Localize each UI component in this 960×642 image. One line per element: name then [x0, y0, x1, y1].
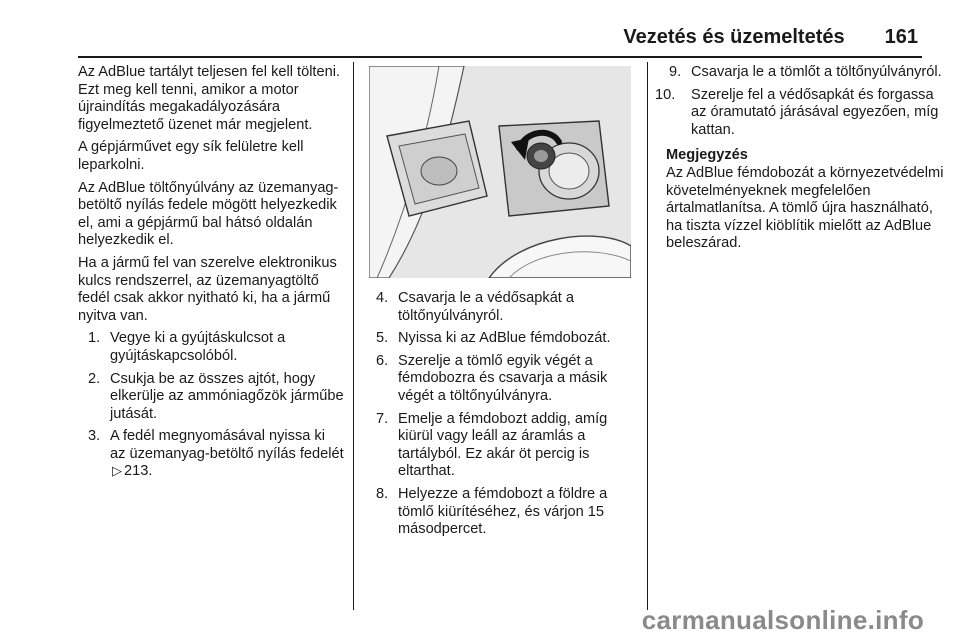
page-reference-link[interactable]: 213.: [124, 463, 153, 480]
note-block: [655, 147, 951, 253]
column-left: [78, 64, 344, 486]
list-item: [376, 411, 638, 481]
fuel-flap-illustration: [369, 66, 631, 278]
step-number: 3.: [88, 428, 101, 445]
step-list: [88, 330, 344, 481]
step-text: Helyezze a fémdobozt a földre a tömlő kiürítéséhez, és várjon 15 másodpercet.: [398, 485, 608, 538]
step-list: [376, 290, 638, 539]
step-text: Szerelje a tömlő egyik végét a fémdobozra és csavarja a másik végét a töltőnyúlványra.: [398, 352, 608, 404]
step-text: Csukja be az összes ajtót, hogy elkerülje az ammóniagőzök járműbe jutását.: [110, 370, 344, 422]
step-text: Csavarja le a tömlőt a töltőnyúlványról.: [691, 64, 942, 80]
page-reference-arrow-icon[interactable]: ▷: [112, 464, 122, 480]
list-item: [88, 428, 344, 481]
list-item: [376, 353, 638, 406]
step-number: 9.: [669, 64, 682, 80]
paragraph: A gépjárművet egy sík felületre kell leparkolni.: [78, 139, 304, 173]
list-item: [376, 486, 638, 539]
step-number: 4.: [376, 290, 389, 306]
note-title: Megjegyzés: [666, 147, 748, 164]
fuel-flap-drawing: [369, 66, 631, 278]
list-item: [655, 87, 951, 140]
step-text: Nyissa ki az AdBlue fémdobozát.: [398, 330, 611, 347]
step-number: 8.: [376, 485, 389, 502]
page-number: 161: [884, 26, 918, 48]
page-header: [623, 26, 918, 52]
step-text: Szerelje fel a védősapkát és forgassa az óramutató járásával egyezően, míg kattan.: [691, 86, 939, 138]
list-item: [88, 371, 344, 424]
paragraph: Az AdBlue tartályt teljesen fel kell tölteni. Ezt meg kell tenni, amikor a motor újraindítás megakadályozására figyelmeztető üzenet már megjelent.: [78, 64, 341, 133]
step-number: 5.: [376, 330, 389, 347]
step-text: Csavarja le a védősapkát a töltőnyúlványról.: [398, 290, 575, 324]
step-number: 2.: [88, 370, 101, 387]
column-divider-right: [647, 62, 648, 610]
watermark: carmanualsonline.info: [641, 605, 924, 635]
note-text: Az AdBlue fémdobozát a környezetvédelmi követelményeknek megfelelően ártalmatlanítsa. A tömlő újra használható, ha tiszta vízzel kiöblítik mielőtt az AdBlue beleszárad.: [666, 164, 944, 252]
list-item: [376, 330, 638, 348]
step-number: 10.: [655, 86, 676, 103]
header-rule: [78, 56, 922, 58]
step-number: 7.: [376, 410, 389, 427]
paragraph: Ha a jármű fel van szerelve elektronikus kulcs rendszerrel, az üzemanyagtöltő fedél csak akkor nyitható ki, ha a jármű nyitva van.: [78, 254, 337, 324]
column-divider-left: [353, 62, 354, 610]
paragraph: Az AdBlue töltőnyúlvány az üzemanyag-betöltő nyílás fedele mögött helyezkedik el, ami a gépjármű bal hátsó oldalán helyezkedik el.: [78, 179, 339, 249]
page-title: Vezetés és üzemeltetés: [623, 26, 845, 48]
list-item: [663, 64, 951, 82]
step-number: 6.: [376, 352, 389, 369]
step-number: 1.: [88, 330, 101, 347]
step-text: A fedél megnyomásával nyissa ki az üzemanyag-betöltő nyílás fedelét: [110, 428, 344, 462]
column-right: [655, 64, 951, 253]
step-text: Emelje a fémdobozt addig, amíg kiürül vagy leáll az áramlás a tartályból. Ez akár öt percig is eltarthat.: [398, 410, 608, 480]
step-text: Vegye ki a gyújtáskulcsot a gyújtáskapcsolóból.: [110, 330, 286, 364]
column-middle: [376, 290, 638, 544]
step-list: [655, 64, 951, 139]
list-item: [376, 290, 638, 325]
list-item: [88, 330, 344, 365]
